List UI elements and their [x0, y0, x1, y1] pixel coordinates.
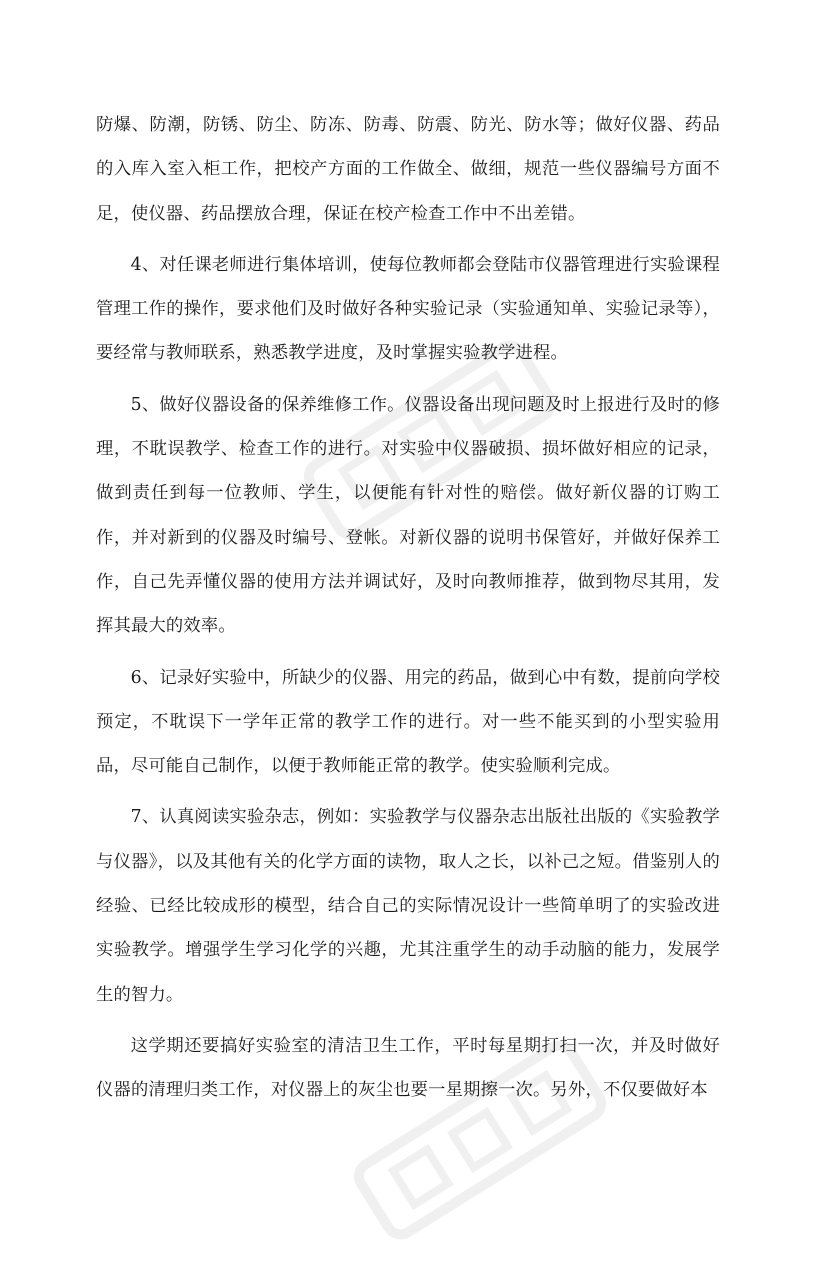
paragraph-item-4: 4、对任课老师进行集体培训，使每位教师都会登陆市仪器管理进行实验课程管理工作的操作，要求他们及时做好各种实验记录（实验通知单、实验记录等），要经常与教师联系，熟悉教学进度，及时掌握实验教学进程。 [96, 254, 720, 364]
document-body [96, 103, 720, 1120]
paragraph-item-5: 5、做好仪器设备的保养维修工作。仪器设备出现问题及时上报进行及时的修理，不耽误教学、检查工作的进行。对实验中仪器破损、损坏做好相应的记录，做到责任到每一位教师、学生，以便能有针对性的赔偿。做好新仪器的订购工作，并对新到的仪器及时编号、登帐。对新仪器的说明书保管好，并做好保养工作，自己先弄懂仪器的使用方法并调试好，及时向教师推荐，做到物尽其用，发挥其最大的效率。 [96, 394, 720, 637]
paragraph-closing: 这学期还要搞好实验室的清洁卫生工作，平时每星期打扫一次，并及时做好仪器的清理归类工作，对仪器上的灰尘也要一星期擦一次。另外，不仅要做好本 [96, 1035, 720, 1101]
paragraph-continued: 防爆、防潮，防锈、防尘、防冻、防毒、防震、防光、防水等；做好仪器、药品的入库入室入柜工作，把校产方面的工作做全、做细，规范一些仪器编号方面不足，使仪器、药品摆放合理，保证在校产检查工作中不出差错。 [96, 115, 720, 224]
paragraph-item-7: 7、认真阅读实验杂志，例如：实验教学与仪器杂志出版社出版的《实验教学与仪器》，以及其他有关的化学方面的读物，取人之长，以补己之短。借鉴别人的经验、已经比较成形的模型，结合自己的实际情况设计一些简单明了的实验改进实验教学。增强学生学习化学的兴趣，尤其注重学生的动手动脑的能力，发展学生的智力。 [96, 807, 720, 1005]
paragraph-item-6: 6、记录好实验中，所缺少的仪器、用完的药品，做到心中有数，提前向学校预定，不耽误下一学年正常的教学工作的进行。对一些不能买到的小型实验用品，尽可能自己制作，以便于教师能正常的教学。使实验顺利完成。 [96, 667, 720, 777]
